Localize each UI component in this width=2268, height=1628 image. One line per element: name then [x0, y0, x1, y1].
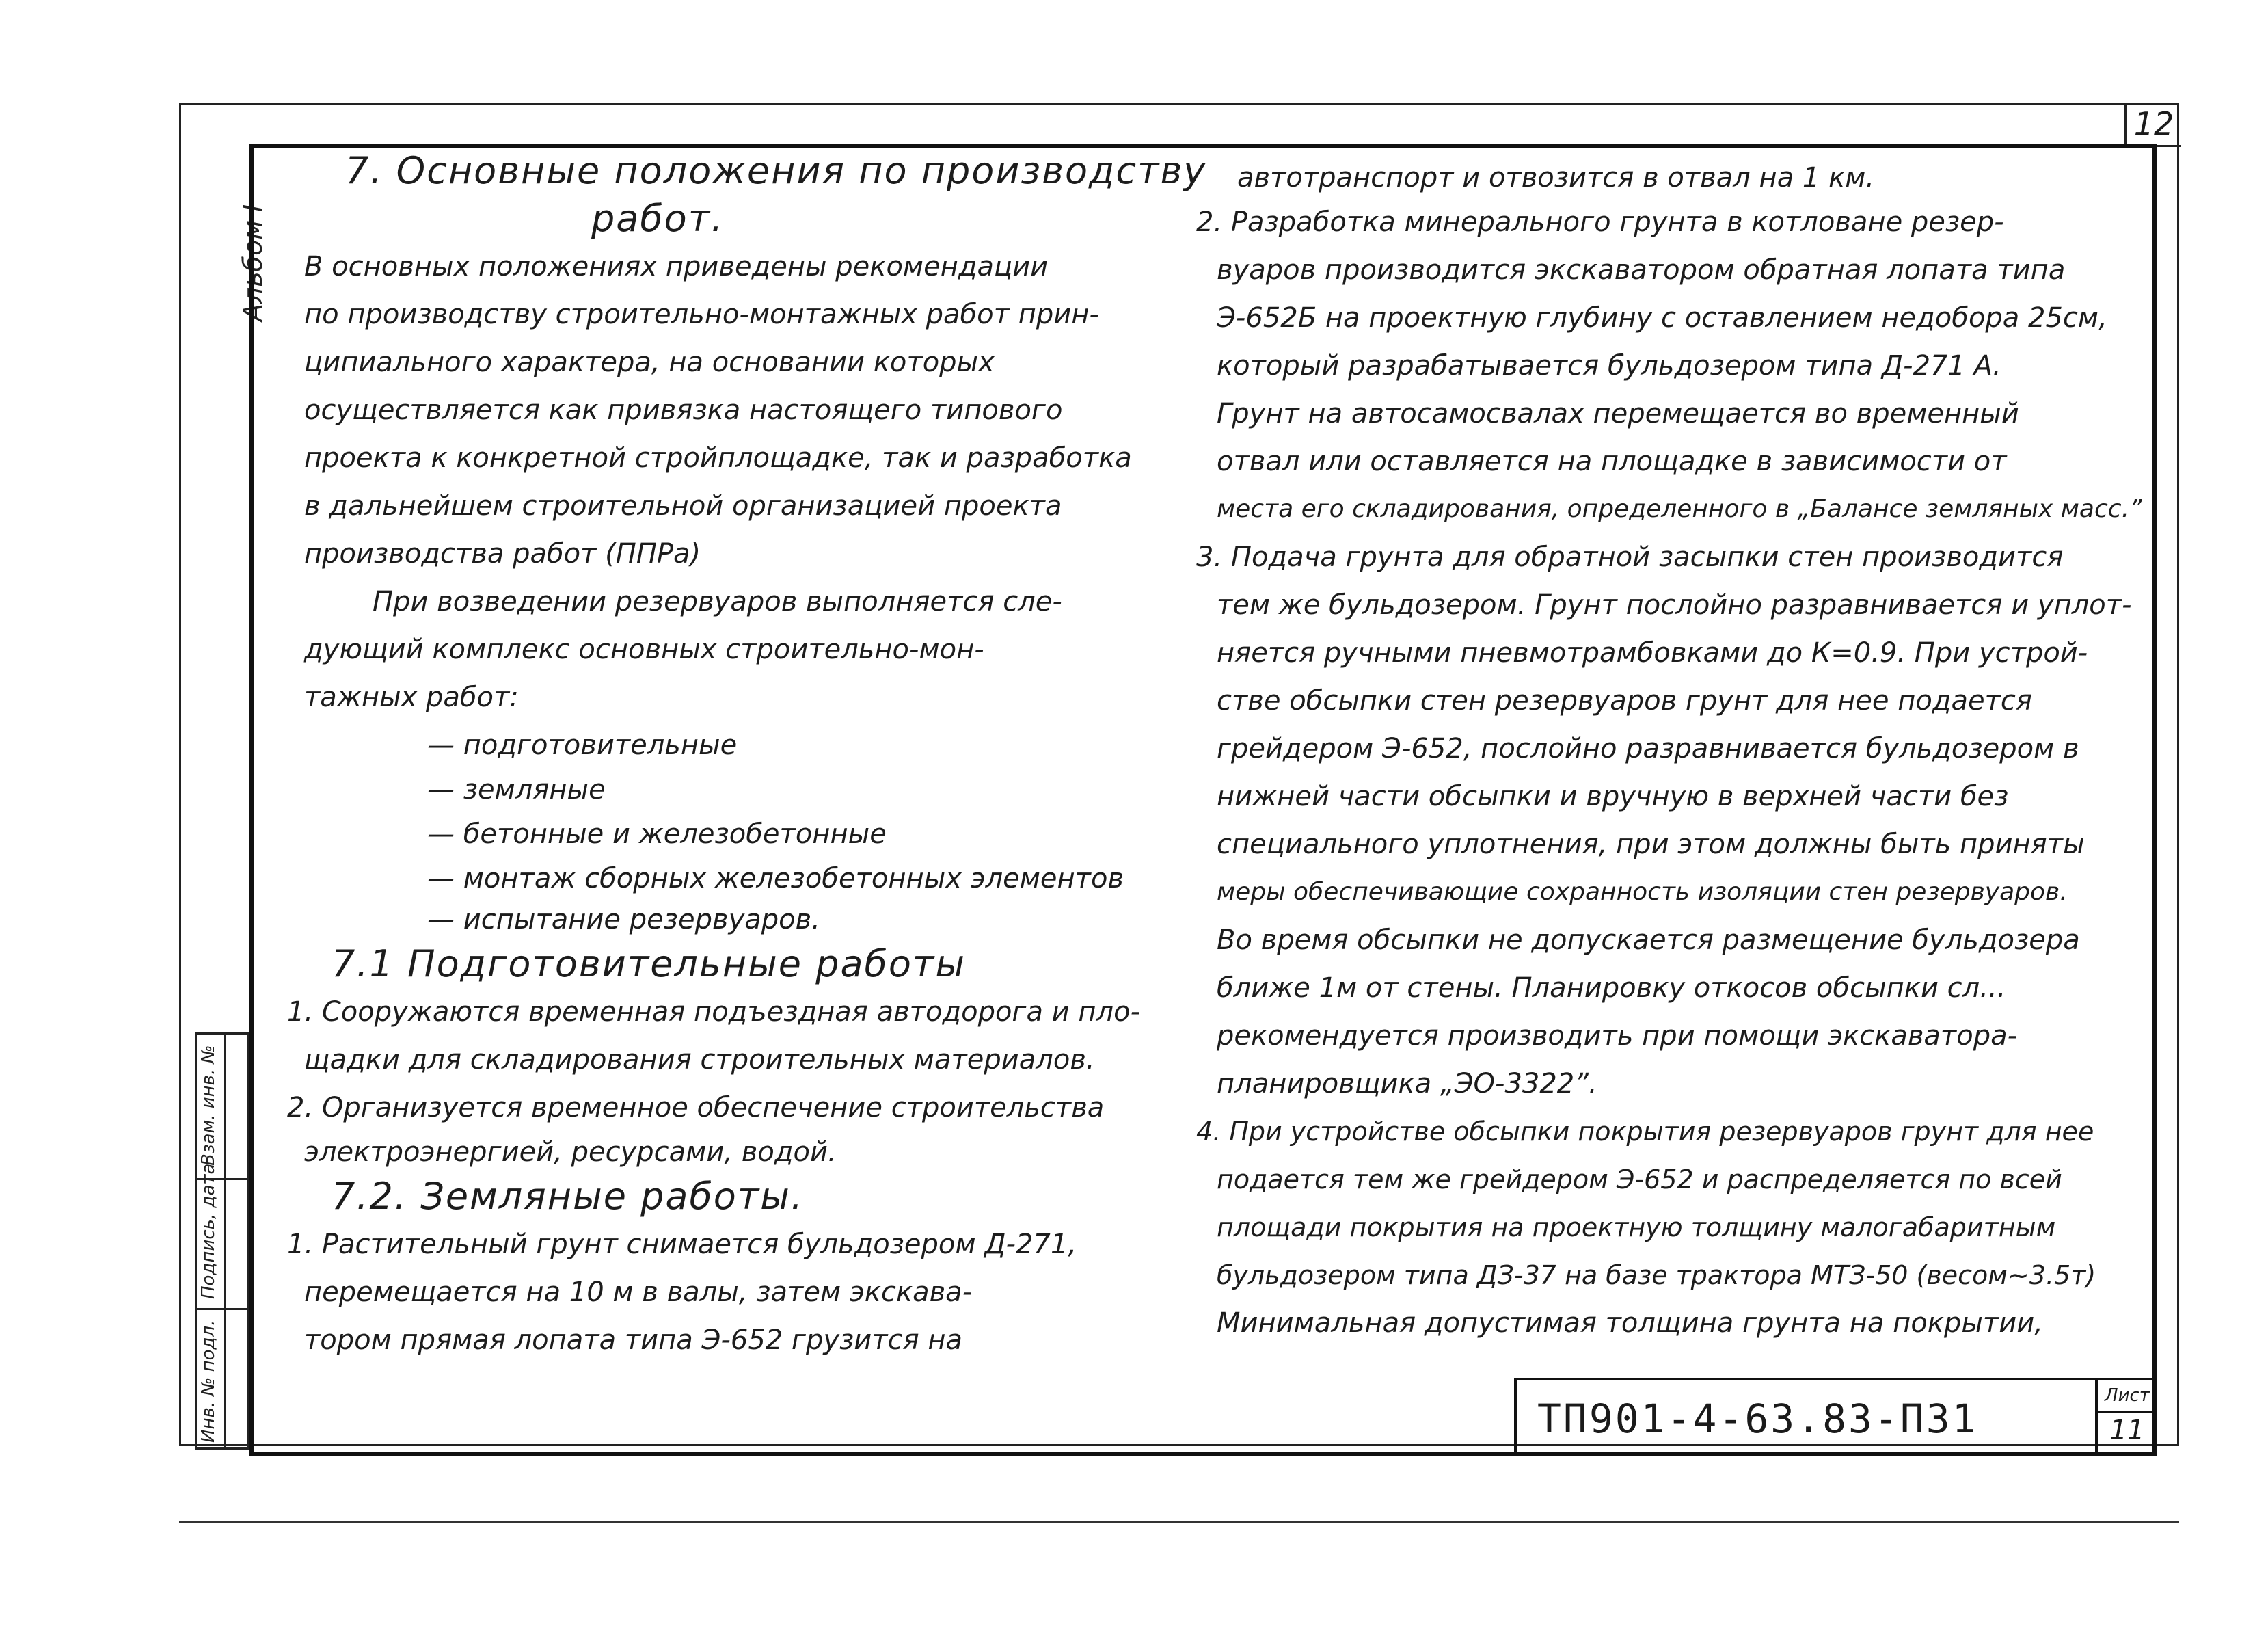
paragraph-line: по производству строительно-монтажных работ прин-	[304, 299, 1099, 330]
paragraph-line: места его складирования, определенного в „Балансе земляных масс.”	[1217, 495, 2142, 523]
paragraph-line: 3. Подача грунта для обратной засыпки стен производится	[1196, 542, 2064, 573]
paragraph-line: дующий комплекс основных строительно-мон-	[304, 634, 984, 665]
paragraph-line: нижней части обсыпки и вручную в верхней части без	[1217, 781, 2009, 812]
paragraph-line: который разрабатывается бульдозером типа Д-271 А.	[1217, 350, 2001, 382]
stamp-label-replace: Взам. инв. №	[198, 1045, 219, 1166]
list-item: — подготовительные	[427, 730, 738, 761]
paragraph-line: рекомендуется производить при помощи экскаватора-	[1217, 1020, 2018, 1052]
subsection-heading: 7.1 Подготовительные работы	[332, 942, 966, 985]
paragraph-line: грейдером Э-652, послойно разравнивается бульдозером в	[1217, 733, 2079, 764]
document-designation: ТП901-4-63.83-П31	[1537, 1396, 1978, 1442]
paragraph-line: автотранспорт и отвозится в отвал на 1 км.	[1237, 162, 1875, 194]
list-item: — земляные	[427, 774, 606, 805]
left-column	[287, 147, 1207, 1364]
paragraph-line: тажных работ:	[304, 682, 519, 713]
sheet-number: 11	[2109, 1415, 2145, 1446]
paragraph-line: тором прямая лопата типа Э-652 грузится на	[304, 1324, 963, 1356]
paragraph-line: бульдозером типа ДЗ-37 на базе трактора МТЗ-50 (весом~3.5т)	[1217, 1260, 2096, 1290]
paragraph-line: меры обеспечивающие сохранность изоляции стен резервуаров.	[1217, 878, 2068, 906]
sheet-number-box	[2095, 1380, 2157, 1456]
stamp-label-inv: Инв. № подл.	[198, 1320, 219, 1443]
sheet-label: Лист	[2098, 1380, 2157, 1413]
stamp-divider	[224, 1035, 226, 1447]
paragraph-line: 2. Разработка минерального грунта в котловане резер-	[1196, 206, 2004, 238]
paragraph-line: ципиального характера, на основании которых	[304, 347, 995, 378]
list-item: — монтаж сборных железобетонных элементов	[427, 863, 1124, 894]
paragraph-line: Грунт на автосамосвалах перемещается во временный	[1217, 398, 2019, 429]
paragraph-line: тем же бульдозером. Грунт послойно разравнивается и уплот-	[1217, 589, 2132, 621]
page-number: 12	[2124, 103, 2181, 147]
paragraph-line: В основных положениях приведены рекомендации	[304, 251, 1049, 282]
paragraph-line: осуществляется как привязка настоящего типового	[304, 395, 1063, 426]
paragraph-line: Во время обсыпки не допускается размещение бульдозера	[1217, 924, 2080, 956]
paragraph-line: производства работ (ППРа)	[304, 538, 701, 570]
paragraph-line: планировщика „ЭО-3322”.	[1217, 1068, 1597, 1099]
section-heading: 7. Основные положения по производству	[345, 149, 1207, 192]
album-label: Альбом I	[238, 204, 268, 321]
paragraph-line: перемещается на 10 м в валы, затем экскава-	[304, 1277, 973, 1308]
section-heading-cont: работ.	[591, 197, 725, 240]
paragraph-line: специального уплотнения, при этом должны быть приняты	[1217, 829, 2085, 860]
title-block	[1514, 1378, 2157, 1456]
paragraph-line: Минимальная допустимая толщина грунта на покрытии,	[1217, 1307, 2043, 1339]
paragraph-line: проекта к конкретной стройплощадке, так и разработка	[304, 442, 1132, 474]
paragraph-line: подается тем же грейдером Э-652 и распределяется по всей	[1217, 1164, 2062, 1195]
paragraph-line: ближе 1м от стены. Планировку откосов обсыпки сл...	[1217, 972, 2006, 1004]
right-column	[1196, 157, 2157, 1347]
paragraph-line: 1. Растительный грунт снимается бульдозером Д-271,	[287, 1229, 1077, 1260]
stamp-cell-divider	[197, 1308, 247, 1310]
paragraph-line: щадки для складирования строительных материалов.	[304, 1044, 1095, 1076]
paragraph-line: няется ручными пневмотрамбовками до К=0.9. При устрой-	[1217, 637, 2088, 669]
paragraph-line: отвал или оставляется на площадке в зависимости от	[1217, 446, 2007, 477]
stamp-label-signature: Подпись, дата	[198, 1163, 219, 1299]
trim-line	[179, 1521, 2179, 1523]
paragraph-line: 4. При устройстве обсыпки покрытия резервуаров грунт для нее	[1196, 1117, 2094, 1147]
paragraph-line: в дальнейшем строительной организацией проекта	[304, 490, 1062, 522]
list-item: — испытание резервуаров.	[427, 904, 820, 935]
paragraph-line: 2. Организуется временное обеспечение строительства	[287, 1092, 1105, 1123]
paragraph-line: При возведении резервуаров выполняется сле-	[373, 586, 1062, 617]
paragraph-line: Э-652Б на проектную глубину с оставлением недобора 25см,	[1217, 302, 2107, 334]
paragraph-line: вуаров производится экскаватором обратная лопата типа	[1217, 254, 2066, 286]
list-item: — бетонные и железобетонные	[427, 818, 887, 850]
paragraph-line: площади покрытия на проектную толщину малогабаритным	[1217, 1212, 2056, 1242]
paragraph-line: электроэнергией, ресурсами, водой.	[304, 1136, 837, 1168]
subsection-heading: 7.2. Земляные работы.	[332, 1175, 805, 1218]
paragraph-line: 1. Сооружаются временная подъездная автодорога и пло-	[287, 996, 1141, 1028]
paragraph-line: стве обсыпки стен резервуаров грунт для нее подается	[1217, 685, 2032, 717]
